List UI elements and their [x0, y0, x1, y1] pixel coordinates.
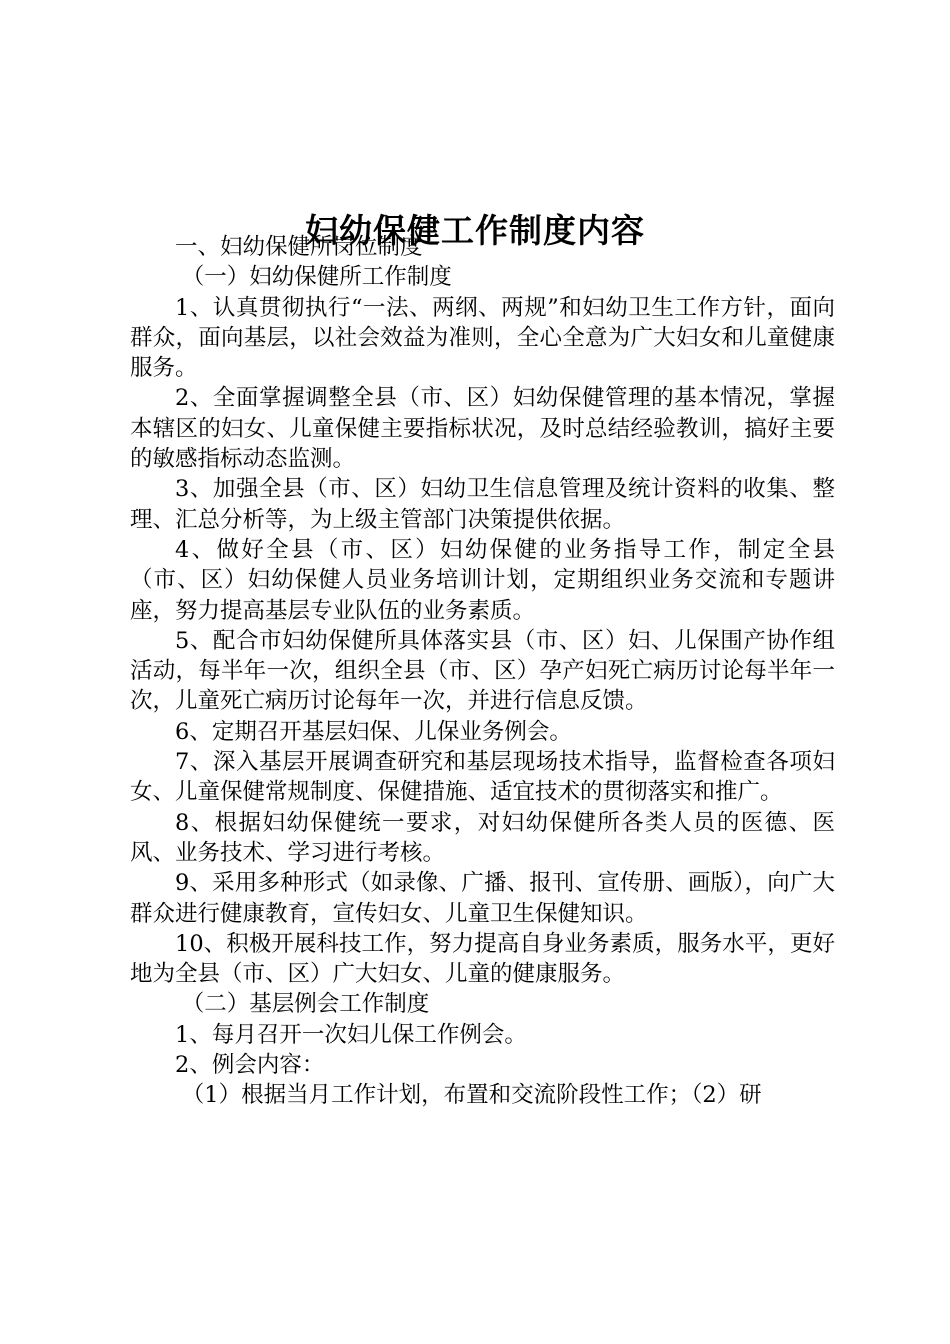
- paragraph-item-5: 5、配合市妇幼保健所具体落实县（市、区）妇、儿保围产协作组活动，每半年一次，组织全县（市、区）孕产妇死亡病历讨论每半年一次，儿童死亡病历讨论每年一次，并进行信息反馈。: [130, 627, 835, 715]
- paragraph-item-9: 9、采用多种形式（如录像、广播、报刊、宣传册、画版），向广大群众进行健康教育，宣传妇女、儿童卫生保健知识。: [130, 870, 835, 927]
- section-heading: 一、妇幼保健所岗位制度: [175, 234, 423, 260]
- document-body: [130, 232, 835, 1111]
- paragraph-item-2: 2、全面掌握调整全县（市、区）妇幼保健管理的基本情况，掌握本辖区的妇女、儿童保健主要指标状况，及时总结经验教训，搞好主要的敏感指标动态监测。: [130, 385, 835, 473]
- meeting-item-1: 1、每月召开一次妇儿保工作例会。: [175, 1021, 527, 1048]
- paragraph-item-6: 6、定期召开基层妇保、儿保业务例会。: [175, 718, 572, 745]
- paragraph-item-7: 7、深入基层开展调查研究和基层现场技术指导，监督检查各项妇女、儿童保健常规制度、保健措施、适宜技术的贯彻落实和推广。: [130, 749, 835, 806]
- document-title: 妇幼保健工作制度内容: [305, 211, 645, 251]
- paragraph-item-1: 1、认真贯彻执行“一法、两纲、两规”和妇幼卫生工作方针，面向群众，面向基层，以社会效益为准则，全心全意为广大妇女和儿童健康服务。: [130, 294, 835, 382]
- paragraph-item-4: 4、做好全县（市、区）妇幼保健的业务指导工作，制定全县（市、区）妇幼保健人员业务培训计划，定期组织业务交流和专题讲座，努力提高基层专业队伍的业务素质。: [130, 536, 835, 624]
- subsection-heading-2: （二）基层例会工作制度: [181, 991, 430, 1018]
- meeting-content-item: （1）根据当月工作计划，布置和交流阶段性工作；（2）研: [181, 1082, 762, 1109]
- paragraph-item-3: 3、加强全县（市、区）妇幼卫生信息管理及统计资料的收集、整理、汇总分析等，为上级主管部门决策提供依据。: [130, 476, 835, 533]
- meeting-item-2: 2、例会内容：: [175, 1052, 325, 1079]
- paragraph-item-8: 8、根据妇幼保健统一要求，对妇幼保健所各类人员的医德、医风、业务技术、学习进行考核。: [130, 809, 835, 866]
- subsection-heading: （一）妇幼保健所工作制度: [181, 264, 452, 291]
- paragraph-item-10: 10、积极开展科技工作，努力提高自身业务素质，服务水平，更好地为全县（市、区）广大妇女、儿童的健康服务。: [130, 930, 835, 988]
